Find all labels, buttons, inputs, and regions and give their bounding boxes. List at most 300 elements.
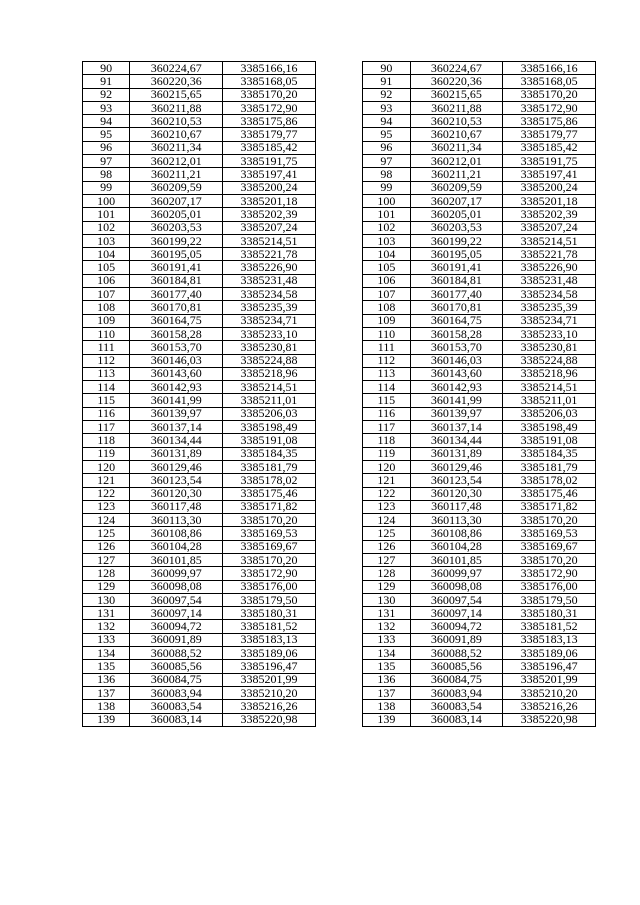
column-gap — [315, 700, 362, 713]
left-x-coordinate-cell: 360191,41 — [130, 261, 223, 274]
right-x-coordinate-cell: 360097,14 — [410, 607, 503, 620]
right-point-number-cell: 100 — [363, 194, 410, 207]
left-point-number-cell: 108 — [83, 301, 130, 314]
table-row — [83, 474, 596, 487]
table-row — [83, 567, 596, 580]
left-point-number-cell: 123 — [83, 500, 130, 513]
column-gap — [315, 274, 362, 287]
right-x-coordinate-cell: 360139,97 — [410, 407, 503, 420]
left-point-number-cell: 136 — [83, 673, 130, 686]
column-gap — [315, 540, 362, 553]
column-gap — [315, 553, 362, 566]
column-gap — [315, 101, 362, 114]
left-point-number-cell: 111 — [83, 341, 130, 354]
left-point-number-cell: 106 — [83, 274, 130, 287]
right-point-number-cell: 103 — [363, 234, 410, 247]
left-x-coordinate-cell: 360211,34 — [130, 141, 223, 154]
left-y-coordinate-cell: 3385180,31 — [223, 607, 316, 620]
column-gap — [315, 514, 362, 527]
right-point-number-cell: 111 — [363, 341, 410, 354]
left-x-coordinate-cell: 360146,03 — [130, 354, 223, 367]
right-y-coordinate-cell: 3385216,26 — [503, 700, 596, 713]
right-x-coordinate-cell: 360099,97 — [410, 567, 503, 580]
right-point-number-cell: 92 — [363, 88, 410, 101]
left-y-coordinate-cell: 3385169,67 — [223, 540, 316, 553]
left-point-number-cell: 114 — [83, 381, 130, 394]
column-gap — [315, 580, 362, 593]
right-y-coordinate-cell: 3385172,90 — [503, 567, 596, 580]
left-x-coordinate-cell: 360097,14 — [130, 607, 223, 620]
table-row — [83, 700, 596, 713]
right-x-coordinate-cell: 360211,88 — [410, 101, 503, 114]
left-point-number-cell: 118 — [83, 434, 130, 447]
right-x-coordinate-cell: 360101,85 — [410, 553, 503, 566]
left-x-coordinate-cell: 360158,28 — [130, 327, 223, 340]
right-x-coordinate-cell: 360210,67 — [410, 128, 503, 141]
left-point-number-cell: 137 — [83, 686, 130, 699]
right-point-number-cell: 138 — [363, 700, 410, 713]
table-row — [83, 620, 596, 633]
right-y-coordinate-cell: 3385170,20 — [503, 553, 596, 566]
left-x-coordinate-cell: 360211,21 — [130, 168, 223, 181]
left-x-coordinate-cell: 360211,88 — [130, 101, 223, 114]
left-x-coordinate-cell: 360097,54 — [130, 593, 223, 606]
left-x-coordinate-cell: 360113,30 — [130, 514, 223, 527]
right-x-coordinate-cell: 360131,89 — [410, 447, 503, 460]
column-gap — [315, 381, 362, 394]
left-x-coordinate-cell: 360153,70 — [130, 341, 223, 354]
left-x-coordinate-cell: 360137,14 — [130, 421, 223, 434]
left-y-coordinate-cell: 3385218,96 — [223, 367, 316, 380]
left-y-coordinate-cell: 3385179,77 — [223, 128, 316, 141]
left-x-coordinate-cell: 360104,28 — [130, 540, 223, 553]
table-row — [83, 367, 596, 380]
right-x-coordinate-cell: 360215,65 — [410, 88, 503, 101]
left-y-coordinate-cell: 3385189,06 — [223, 647, 316, 660]
right-point-number-cell: 93 — [363, 101, 410, 114]
left-x-coordinate-cell: 360083,54 — [130, 700, 223, 713]
right-x-coordinate-cell: 360123,54 — [410, 474, 503, 487]
left-x-coordinate-cell: 360184,81 — [130, 274, 223, 287]
left-y-coordinate-cell: 3385201,99 — [223, 673, 316, 686]
right-x-coordinate-cell: 360184,81 — [410, 274, 503, 287]
left-y-coordinate-cell: 3385191,75 — [223, 155, 316, 168]
left-point-number-cell: 126 — [83, 540, 130, 553]
left-point-number-cell: 115 — [83, 394, 130, 407]
left-x-coordinate-cell: 360139,97 — [130, 407, 223, 420]
right-y-coordinate-cell: 3385175,86 — [503, 115, 596, 128]
column-gap — [315, 115, 362, 128]
right-y-coordinate-cell: 3385214,51 — [503, 381, 596, 394]
column-gap — [315, 607, 362, 620]
right-y-coordinate-cell: 3385197,41 — [503, 168, 596, 181]
left-x-coordinate-cell: 360215,65 — [130, 88, 223, 101]
right-y-coordinate-cell: 3385218,96 — [503, 367, 596, 380]
right-y-coordinate-cell: 3385168,05 — [503, 75, 596, 88]
right-point-number-cell: 130 — [363, 593, 410, 606]
left-x-coordinate-cell: 360177,40 — [130, 288, 223, 301]
column-gap — [315, 314, 362, 327]
left-y-coordinate-cell: 3385207,24 — [223, 221, 316, 234]
right-point-number-cell: 102 — [363, 221, 410, 234]
left-y-coordinate-cell: 3385172,90 — [223, 567, 316, 580]
left-x-coordinate-cell: 360108,86 — [130, 527, 223, 540]
left-x-coordinate-cell: 360170,81 — [130, 301, 223, 314]
right-point-number-cell: 95 — [363, 128, 410, 141]
left-point-number-cell: 110 — [83, 327, 130, 340]
right-x-coordinate-cell: 360141,99 — [410, 394, 503, 407]
table-row — [83, 500, 596, 513]
left-x-coordinate-cell: 360117,48 — [130, 500, 223, 513]
table-row — [83, 514, 596, 527]
right-y-coordinate-cell: 3385172,90 — [503, 101, 596, 114]
column-gap — [315, 633, 362, 646]
table-row — [83, 487, 596, 500]
left-point-number-cell: 105 — [83, 261, 130, 274]
table-row — [83, 633, 596, 646]
right-y-coordinate-cell: 3385211,01 — [503, 394, 596, 407]
column-gap — [315, 593, 362, 606]
right-x-coordinate-cell: 360224,67 — [410, 62, 503, 75]
right-x-coordinate-cell: 360083,94 — [410, 686, 503, 699]
table-row — [83, 407, 596, 420]
column-gap — [315, 181, 362, 194]
table-row — [83, 181, 596, 194]
left-point-number-cell: 91 — [83, 75, 130, 88]
column-gap — [315, 474, 362, 487]
column-gap — [315, 421, 362, 434]
right-x-coordinate-cell: 360085,56 — [410, 660, 503, 673]
column-gap — [315, 88, 362, 101]
table-row — [83, 155, 596, 168]
right-x-coordinate-cell: 360199,22 — [410, 234, 503, 247]
left-x-coordinate-cell: 360131,89 — [130, 447, 223, 460]
right-y-coordinate-cell: 3385166,16 — [503, 62, 596, 75]
column-gap — [315, 447, 362, 460]
left-y-coordinate-cell: 3385201,18 — [223, 194, 316, 207]
column-gap — [315, 660, 362, 673]
left-point-number-cell: 112 — [83, 354, 130, 367]
left-point-number-cell: 127 — [83, 553, 130, 566]
table-row — [83, 593, 596, 606]
right-point-number-cell: 94 — [363, 115, 410, 128]
right-x-coordinate-cell: 360211,21 — [410, 168, 503, 181]
right-x-coordinate-cell: 360117,48 — [410, 500, 503, 513]
column-gap — [315, 234, 362, 247]
coordinates-table-body — [83, 62, 596, 727]
left-x-coordinate-cell: 360207,17 — [130, 194, 223, 207]
right-y-coordinate-cell: 3385169,53 — [503, 527, 596, 540]
right-point-number-cell: 126 — [363, 540, 410, 553]
left-y-coordinate-cell: 3385198,49 — [223, 421, 316, 434]
right-x-coordinate-cell: 360210,53 — [410, 115, 503, 128]
right-y-coordinate-cell: 3385202,39 — [503, 208, 596, 221]
right-point-number-cell: 137 — [363, 686, 410, 699]
right-x-coordinate-cell: 360104,28 — [410, 540, 503, 553]
left-point-number-cell: 133 — [83, 633, 130, 646]
left-point-number-cell: 122 — [83, 487, 130, 500]
right-point-number-cell: 125 — [363, 527, 410, 540]
left-y-coordinate-cell: 3385196,47 — [223, 660, 316, 673]
table-row — [83, 261, 596, 274]
right-y-coordinate-cell: 3385184,35 — [503, 447, 596, 460]
right-y-coordinate-cell: 3385179,77 — [503, 128, 596, 141]
left-point-number-cell: 134 — [83, 647, 130, 660]
column-gap — [315, 487, 362, 500]
left-y-coordinate-cell: 3385230,81 — [223, 341, 316, 354]
right-x-coordinate-cell: 360209,59 — [410, 181, 503, 194]
right-x-coordinate-cell: 360142,93 — [410, 381, 503, 394]
right-point-number-cell: 108 — [363, 301, 410, 314]
table-row — [83, 647, 596, 660]
left-y-coordinate-cell: 3385226,90 — [223, 261, 316, 274]
right-point-number-cell: 97 — [363, 155, 410, 168]
table-row — [83, 660, 596, 673]
left-x-coordinate-cell: 360203,53 — [130, 221, 223, 234]
right-point-number-cell: 91 — [363, 75, 410, 88]
column-gap — [315, 248, 362, 261]
table-row — [83, 580, 596, 593]
column-gap — [315, 128, 362, 141]
right-x-coordinate-cell: 360113,30 — [410, 514, 503, 527]
left-point-number-cell: 104 — [83, 248, 130, 261]
right-x-coordinate-cell: 360205,01 — [410, 208, 503, 221]
right-y-coordinate-cell: 3385180,31 — [503, 607, 596, 620]
right-y-coordinate-cell: 3385214,51 — [503, 234, 596, 247]
right-point-number-cell: 117 — [363, 421, 410, 434]
left-point-number-cell: 113 — [83, 367, 130, 380]
left-x-coordinate-cell: 360210,67 — [130, 128, 223, 141]
right-x-coordinate-cell: 360177,40 — [410, 288, 503, 301]
right-y-coordinate-cell: 3385169,67 — [503, 540, 596, 553]
table-row — [83, 354, 596, 367]
right-point-number-cell: 106 — [363, 274, 410, 287]
right-y-coordinate-cell: 3385200,24 — [503, 181, 596, 194]
left-point-number-cell: 131 — [83, 607, 130, 620]
right-y-coordinate-cell: 3385224,88 — [503, 354, 596, 367]
right-point-number-cell: 96 — [363, 141, 410, 154]
column-gap — [315, 647, 362, 660]
right-y-coordinate-cell: 3385198,49 — [503, 421, 596, 434]
column-gap — [315, 155, 362, 168]
left-y-coordinate-cell: 3385214,51 — [223, 381, 316, 394]
left-y-coordinate-cell: 3385181,52 — [223, 620, 316, 633]
left-point-number-cell: 90 — [83, 62, 130, 75]
right-y-coordinate-cell: 3385201,99 — [503, 673, 596, 686]
left-point-number-cell: 100 — [83, 194, 130, 207]
left-y-coordinate-cell: 3385200,24 — [223, 181, 316, 194]
right-point-number-cell: 136 — [363, 673, 410, 686]
right-point-number-cell: 119 — [363, 447, 410, 460]
right-y-coordinate-cell: 3385191,75 — [503, 155, 596, 168]
left-y-coordinate-cell: 3385172,90 — [223, 101, 316, 114]
right-x-coordinate-cell: 360091,89 — [410, 633, 503, 646]
left-point-number-cell: 97 — [83, 155, 130, 168]
left-x-coordinate-cell: 360209,59 — [130, 181, 223, 194]
left-x-coordinate-cell: 360195,05 — [130, 248, 223, 261]
right-y-coordinate-cell: 3385181,52 — [503, 620, 596, 633]
right-x-coordinate-cell: 360207,17 — [410, 194, 503, 207]
right-y-coordinate-cell: 3385210,20 — [503, 686, 596, 699]
right-point-number-cell: 98 — [363, 168, 410, 181]
left-y-coordinate-cell: 3385175,46 — [223, 487, 316, 500]
right-x-coordinate-cell: 360203,53 — [410, 221, 503, 234]
table-row — [83, 686, 596, 699]
left-y-coordinate-cell: 3385184,35 — [223, 447, 316, 460]
table-row — [83, 248, 596, 261]
left-x-coordinate-cell: 360083,94 — [130, 686, 223, 699]
right-point-number-cell: 90 — [363, 62, 410, 75]
right-x-coordinate-cell: 360143,60 — [410, 367, 503, 380]
table-row — [83, 381, 596, 394]
left-y-coordinate-cell: 3385168,05 — [223, 75, 316, 88]
column-gap — [315, 367, 362, 380]
left-point-number-cell: 132 — [83, 620, 130, 633]
column-gap — [315, 327, 362, 340]
left-point-number-cell: 93 — [83, 101, 130, 114]
right-y-coordinate-cell: 3385170,20 — [503, 514, 596, 527]
right-y-coordinate-cell: 3385175,46 — [503, 487, 596, 500]
column-gap — [315, 301, 362, 314]
column-gap — [315, 62, 362, 75]
right-y-coordinate-cell: 3385191,08 — [503, 434, 596, 447]
left-y-coordinate-cell: 3385169,53 — [223, 527, 316, 540]
right-x-coordinate-cell: 360134,44 — [410, 434, 503, 447]
left-y-coordinate-cell: 3385170,20 — [223, 514, 316, 527]
right-point-number-cell: 113 — [363, 367, 410, 380]
left-y-coordinate-cell: 3385166,16 — [223, 62, 316, 75]
right-y-coordinate-cell: 3385176,00 — [503, 580, 596, 593]
right-point-number-cell: 127 — [363, 553, 410, 566]
left-x-coordinate-cell: 360085,56 — [130, 660, 223, 673]
right-x-coordinate-cell: 360211,34 — [410, 141, 503, 154]
column-gap — [315, 527, 362, 540]
table-row — [83, 194, 596, 207]
column-gap — [315, 341, 362, 354]
right-x-coordinate-cell: 360146,03 — [410, 354, 503, 367]
right-point-number-cell: 115 — [363, 394, 410, 407]
left-x-coordinate-cell: 360212,01 — [130, 155, 223, 168]
left-point-number-cell: 120 — [83, 460, 130, 473]
table-row — [83, 115, 596, 128]
right-point-number-cell: 139 — [363, 713, 410, 726]
right-point-number-cell: 120 — [363, 460, 410, 473]
right-point-number-cell: 109 — [363, 314, 410, 327]
column-gap — [315, 288, 362, 301]
table-row — [83, 314, 596, 327]
left-point-number-cell: 116 — [83, 407, 130, 420]
left-point-number-cell: 109 — [83, 314, 130, 327]
right-point-number-cell: 107 — [363, 288, 410, 301]
right-point-number-cell: 99 — [363, 181, 410, 194]
table-row — [83, 447, 596, 460]
left-point-number-cell: 130 — [83, 593, 130, 606]
left-x-coordinate-cell: 360142,93 — [130, 381, 223, 394]
right-point-number-cell: 134 — [363, 647, 410, 660]
column-gap — [315, 75, 362, 88]
right-point-number-cell: 135 — [363, 660, 410, 673]
left-y-coordinate-cell: 3385235,39 — [223, 301, 316, 314]
right-y-coordinate-cell: 3385178,02 — [503, 474, 596, 487]
left-y-coordinate-cell: 3385191,08 — [223, 434, 316, 447]
left-y-coordinate-cell: 3385178,02 — [223, 474, 316, 487]
column-gap — [315, 261, 362, 274]
left-point-number-cell: 101 — [83, 208, 130, 221]
left-x-coordinate-cell: 360088,52 — [130, 647, 223, 660]
right-y-coordinate-cell: 3385171,82 — [503, 500, 596, 513]
column-gap — [315, 673, 362, 686]
left-y-coordinate-cell: 3385211,01 — [223, 394, 316, 407]
right-x-coordinate-cell: 360084,75 — [410, 673, 503, 686]
left-point-number-cell: 94 — [83, 115, 130, 128]
left-x-coordinate-cell: 360091,89 — [130, 633, 223, 646]
left-y-coordinate-cell: 3385181,79 — [223, 460, 316, 473]
left-x-coordinate-cell: 360129,46 — [130, 460, 223, 473]
coordinates-table — [82, 61, 596, 727]
column-gap — [315, 500, 362, 513]
left-point-number-cell: 139 — [83, 713, 130, 726]
right-x-coordinate-cell: 360164,75 — [410, 314, 503, 327]
left-y-coordinate-cell: 3385183,13 — [223, 633, 316, 646]
right-point-number-cell: 122 — [363, 487, 410, 500]
left-x-coordinate-cell: 360098,08 — [130, 580, 223, 593]
left-x-coordinate-cell: 360134,44 — [130, 434, 223, 447]
left-x-coordinate-cell: 360099,97 — [130, 567, 223, 580]
column-gap — [315, 208, 362, 221]
table-row — [83, 88, 596, 101]
column-gap — [315, 407, 362, 420]
left-x-coordinate-cell: 360120,30 — [130, 487, 223, 500]
right-point-number-cell: 116 — [363, 407, 410, 420]
right-y-coordinate-cell: 3385201,18 — [503, 194, 596, 207]
right-point-number-cell: 124 — [363, 514, 410, 527]
left-x-coordinate-cell: 360205,01 — [130, 208, 223, 221]
right-x-coordinate-cell: 360098,08 — [410, 580, 503, 593]
right-y-coordinate-cell: 3385185,42 — [503, 141, 596, 154]
left-y-coordinate-cell: 3385179,50 — [223, 593, 316, 606]
right-y-coordinate-cell: 3385207,24 — [503, 221, 596, 234]
right-x-coordinate-cell: 360158,28 — [410, 327, 503, 340]
left-point-number-cell: 92 — [83, 88, 130, 101]
table-row — [83, 553, 596, 566]
left-y-coordinate-cell: 3385220,98 — [223, 713, 316, 726]
table-row — [83, 208, 596, 221]
column-gap — [315, 620, 362, 633]
left-y-coordinate-cell: 3385175,86 — [223, 115, 316, 128]
right-y-coordinate-cell: 3385189,06 — [503, 647, 596, 660]
right-x-coordinate-cell: 360108,86 — [410, 527, 503, 540]
left-point-number-cell: 135 — [83, 660, 130, 673]
left-y-coordinate-cell: 3385197,41 — [223, 168, 316, 181]
column-gap — [315, 713, 362, 726]
right-x-coordinate-cell: 360137,14 — [410, 421, 503, 434]
right-x-coordinate-cell: 360170,81 — [410, 301, 503, 314]
left-x-coordinate-cell: 360123,54 — [130, 474, 223, 487]
right-point-number-cell: 132 — [363, 620, 410, 633]
table-row — [83, 128, 596, 141]
table-row — [83, 141, 596, 154]
right-y-coordinate-cell: 3385233,10 — [503, 327, 596, 340]
left-point-number-cell: 95 — [83, 128, 130, 141]
left-x-coordinate-cell: 360094,72 — [130, 620, 223, 633]
left-y-coordinate-cell: 3385202,39 — [223, 208, 316, 221]
right-y-coordinate-cell: 3385226,90 — [503, 261, 596, 274]
left-y-coordinate-cell: 3385170,20 — [223, 553, 316, 566]
table-row — [83, 527, 596, 540]
left-point-number-cell: 102 — [83, 221, 130, 234]
left-x-coordinate-cell: 360083,14 — [130, 713, 223, 726]
right-x-coordinate-cell: 360195,05 — [410, 248, 503, 261]
